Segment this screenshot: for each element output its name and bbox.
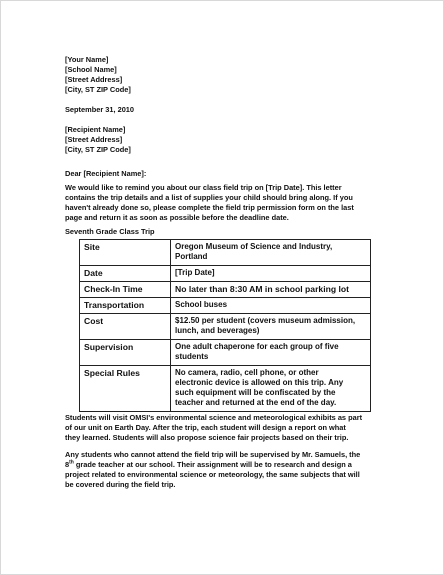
- table-title: [65, 227, 395, 237]
- salutation: [65, 169, 395, 179]
- paragraph-line[interactable]: Students will visit OMSI's environmental science and meteorological exhibits as part: [65, 413, 363, 422]
- sender-school[interactable]: [School Name]: [65, 65, 117, 74]
- transportation-label: Transportation: [80, 298, 171, 314]
- site-label: Site: [80, 240, 171, 266]
- paragraph-line[interactable]: be covered during the field trip.: [65, 480, 176, 489]
- transportation-value[interactable]: School buses: [171, 298, 371, 314]
- sender-name[interactable]: [Your Name]: [65, 55, 109, 64]
- site-value[interactable]: Oregon Museum of Science and Industry, Portland: [171, 240, 371, 266]
- recipient-address: [65, 125, 395, 155]
- recipient-city[interactable]: [City, ST ZIP Code]: [65, 145, 131, 154]
- salutation-text[interactable]: Dear [Recipient Name]:: [65, 169, 147, 178]
- paragraph-line[interactable]: project related to environmental science or meteorology, the same subjects that will: [65, 470, 360, 479]
- intro-line[interactable]: We would like to remind you about our class field trip on [Trip Date]. This letter: [65, 183, 342, 192]
- supervision-value[interactable]: One adult chaperone for each group of five students: [171, 340, 371, 366]
- checkin-label: Check-In Time: [80, 282, 171, 298]
- rules-label: Special Rules: [80, 366, 171, 412]
- supervision-label: Supervision: [80, 340, 171, 366]
- date-label: Date: [80, 266, 171, 282]
- paragraph-visit: [65, 413, 397, 443]
- letter-date: [65, 105, 395, 115]
- date-text[interactable]: September 31, 2010: [65, 105, 135, 114]
- table-row: [80, 340, 371, 366]
- table-row: [80, 314, 371, 340]
- paragraph-line[interactable]: of our unit on Earth Day. After the trip, each student will design a report on what: [65, 423, 346, 432]
- table-title-text[interactable]: Seventh Grade Class Trip: [65, 227, 155, 236]
- sender-address: [65, 55, 395, 95]
- table-row: [80, 266, 371, 282]
- table-row: [80, 282, 371, 298]
- date-value[interactable]: [Trip Date]: [171, 266, 371, 282]
- paragraph-line[interactable]: 8th grade teacher at our school. Their assignment will be to research and design a: [65, 459, 352, 469]
- paragraph-supervision: [65, 450, 397, 490]
- checkin-value[interactable]: No later than 8:30 AM in school parking lot: [171, 282, 371, 298]
- table-row: [80, 366, 371, 412]
- paragraph-line[interactable]: they learned. Students will also propose science fair projects based on their trip.: [65, 433, 349, 442]
- intro-line[interactable]: page and return it as soon as possible before the deadline date.: [65, 213, 289, 222]
- recipient-name[interactable]: [Recipient Name]: [65, 125, 126, 134]
- cost-value[interactable]: $12.50 per student (covers museum admission, lunch, and beverages): [171, 314, 371, 340]
- table-row: [80, 298, 371, 314]
- table-row: [80, 240, 371, 266]
- trip-details-table: [79, 239, 371, 412]
- sender-city[interactable]: [City, ST ZIP Code]: [65, 85, 131, 94]
- paragraph-line[interactable]: Any students who cannot attend the field trip will be supervised by Mr. Samuels, the: [65, 450, 361, 459]
- rules-value[interactable]: No camera, radio, cell phone, or other electronic device is allowed on this trip. Any such equipment will be confiscated by the teacher and returned at the end of the day.: [171, 366, 371, 412]
- recipient-street[interactable]: [Street Address]: [65, 135, 123, 144]
- intro-paragraph: [65, 183, 397, 223]
- intro-line[interactable]: haven't already done so, please complete the field trip permission form on the last: [65, 203, 354, 212]
- sender-street[interactable]: [Street Address]: [65, 75, 123, 84]
- intro-line[interactable]: contains the trip details and a list of supplies your child should bring along. If you: [65, 193, 353, 202]
- cost-label: Cost: [80, 314, 171, 340]
